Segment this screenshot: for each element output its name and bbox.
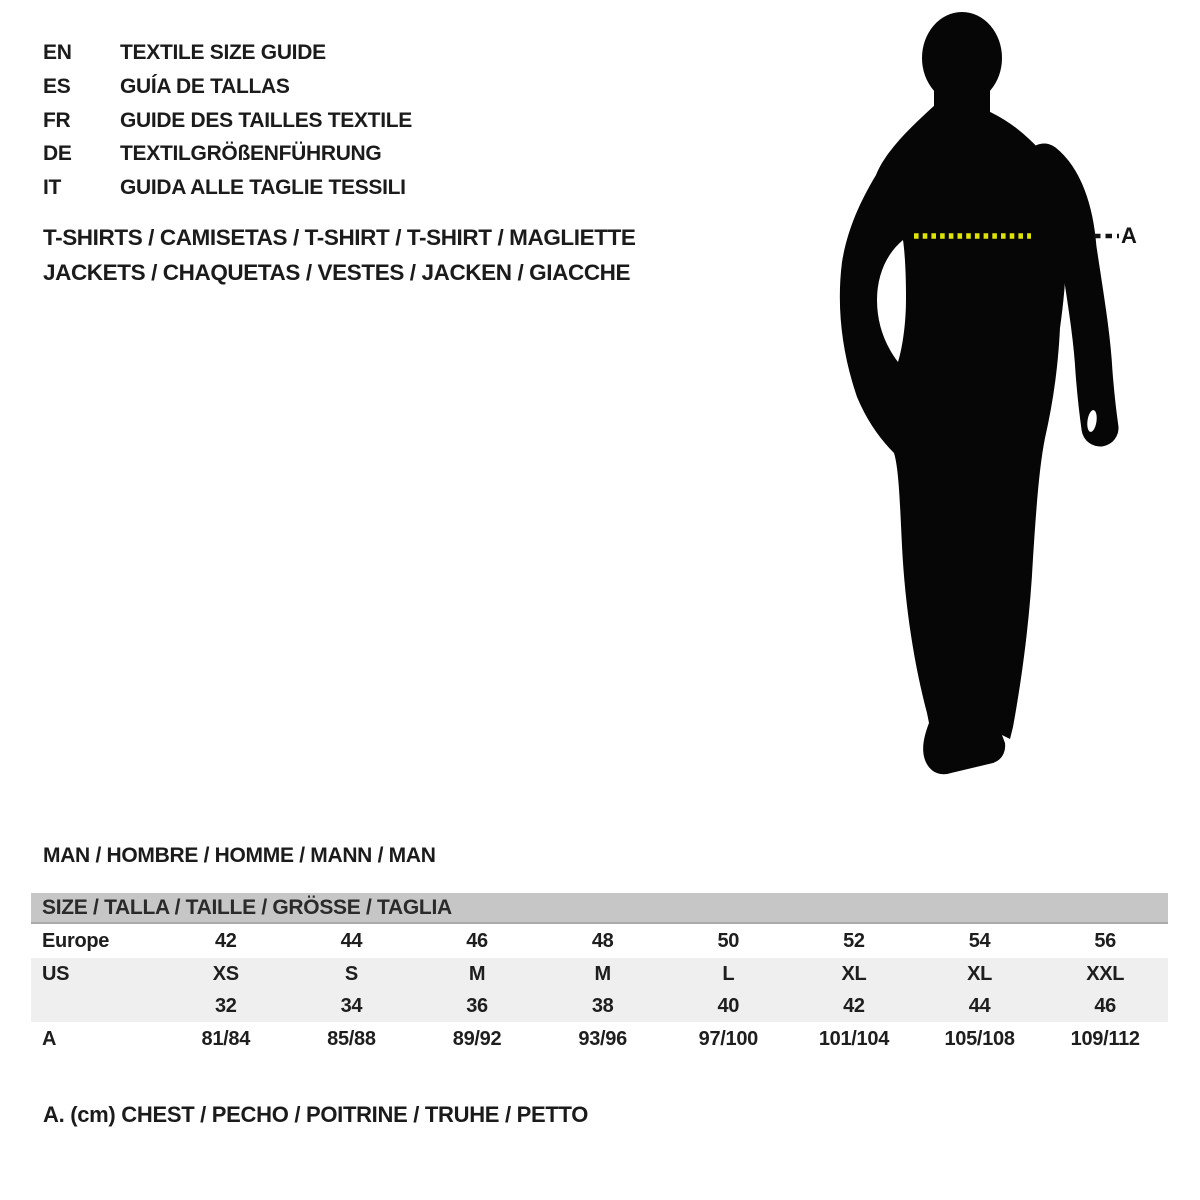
language-row — [43, 70, 412, 104]
language-row — [43, 171, 412, 205]
silhouette-body — [840, 102, 1066, 774]
language-label: TEXTILGRÖßENFÜHRUNG — [120, 142, 382, 166]
cell-a-3: 89/92 — [452, 1028, 502, 1050]
language-label: TEXTILE SIZE GUIDE — [120, 41, 326, 64]
table-row-us — [31, 958, 1168, 990]
cell-us-6: XL — [841, 962, 867, 985]
cell-us-5: L — [722, 962, 735, 985]
cell-us-8: XXL — [1086, 962, 1125, 985]
cell-num-5: 40 — [717, 994, 740, 1017]
cell-num-4: 38 — [591, 994, 614, 1017]
cell-europe-4: 48 — [591, 929, 614, 952]
language-code: IT — [43, 176, 62, 200]
cell-us-3: M — [468, 962, 486, 985]
language-code: DE — [43, 142, 72, 166]
right-hand-thumb-notch — [1086, 409, 1098, 432]
cell-a-5: 97/100 — [698, 1028, 758, 1050]
cell-us-4: M — [594, 962, 611, 985]
row-label-europe: Europe — [42, 929, 110, 952]
cell-num-6: 42 — [843, 994, 865, 1017]
size-table — [31, 893, 1168, 1057]
left-arm-gap — [877, 240, 906, 362]
language-code: ES — [43, 74, 71, 98]
cell-europe-8: 56 — [1094, 929, 1117, 952]
measurement-footnote: A. (cm) CHEST / PECHO / POITRINE / TRUHE / PETTO — [43, 1102, 589, 1127]
cell-a-4: 93/96 — [578, 1028, 627, 1050]
cell-num-8: 46 — [1094, 994, 1117, 1017]
cell-a-7: 105/108 — [944, 1028, 1015, 1050]
language-row — [43, 137, 412, 171]
language-row — [43, 36, 412, 70]
language-code: EN — [43, 41, 72, 64]
cell-a-8: 109/112 — [1070, 1028, 1140, 1050]
cell-a-6: 101/104 — [818, 1028, 890, 1050]
cell-us-7: XL — [967, 962, 993, 985]
table-row-europe — [31, 923, 1168, 958]
cell-europe-1: 42 — [214, 929, 237, 952]
cell-num-2: 34 — [340, 994, 363, 1017]
cell-us-2: S — [344, 962, 358, 985]
size-table-header-row — [31, 893, 1168, 923]
language-title-block — [43, 36, 412, 205]
table-row-numeric — [31, 990, 1168, 1022]
language-row — [43, 104, 412, 138]
row-label-numeric — [31, 990, 163, 1022]
cell-num-3: 36 — [466, 994, 488, 1017]
language-label: GUIDE DES TAILLES TEXTILE — [120, 108, 412, 132]
row-label-us: US — [42, 962, 70, 985]
cell-europe-7: 54 — [968, 929, 991, 952]
language-label: GUIDA ALLE TAGLIE TESSILI — [120, 176, 406, 200]
cell-a-2: 85/88 — [327, 1028, 376, 1050]
cell-europe-5: 50 — [717, 929, 740, 952]
row-label-a: A — [42, 1028, 57, 1050]
cell-num-7: 44 — [968, 994, 991, 1017]
measure-label-a: A — [1121, 223, 1137, 248]
cell-europe-3: 46 — [466, 929, 488, 952]
silhouette-neck — [934, 78, 990, 132]
cell-europe-6: 52 — [843, 929, 865, 952]
cell-us-1: XS — [212, 962, 239, 985]
cell-europe-2: 44 — [340, 929, 363, 952]
size-chart-section-title: MAN / HOMBRE / HOMME / MANN / MAN — [43, 844, 436, 867]
table-row-chest-a — [31, 1022, 1168, 1057]
language-code: FR — [43, 108, 71, 132]
size-table-header-label: SIZE / TALLA / TAILLE / GRÖSSE / TAGLIA — [42, 895, 452, 919]
silhouette-right-arm — [1044, 162, 1100, 428]
garment-category-block — [43, 220, 636, 290]
language-label: GUÍA DE TALLAS — [120, 74, 290, 98]
category-line-jackets: JACKETS / CHAQUETAS / VESTES / JACKEN / GIACCHE — [43, 260, 631, 285]
cell-a-1: 81/84 — [201, 1028, 251, 1050]
cell-num-1: 32 — [214, 994, 237, 1017]
category-line-tshirts: T-SHIRTS / CAMISETAS / T-SHIRT / T-SHIRT / MAGLIETTE — [43, 225, 636, 250]
silhouette-head — [922, 12, 1002, 104]
